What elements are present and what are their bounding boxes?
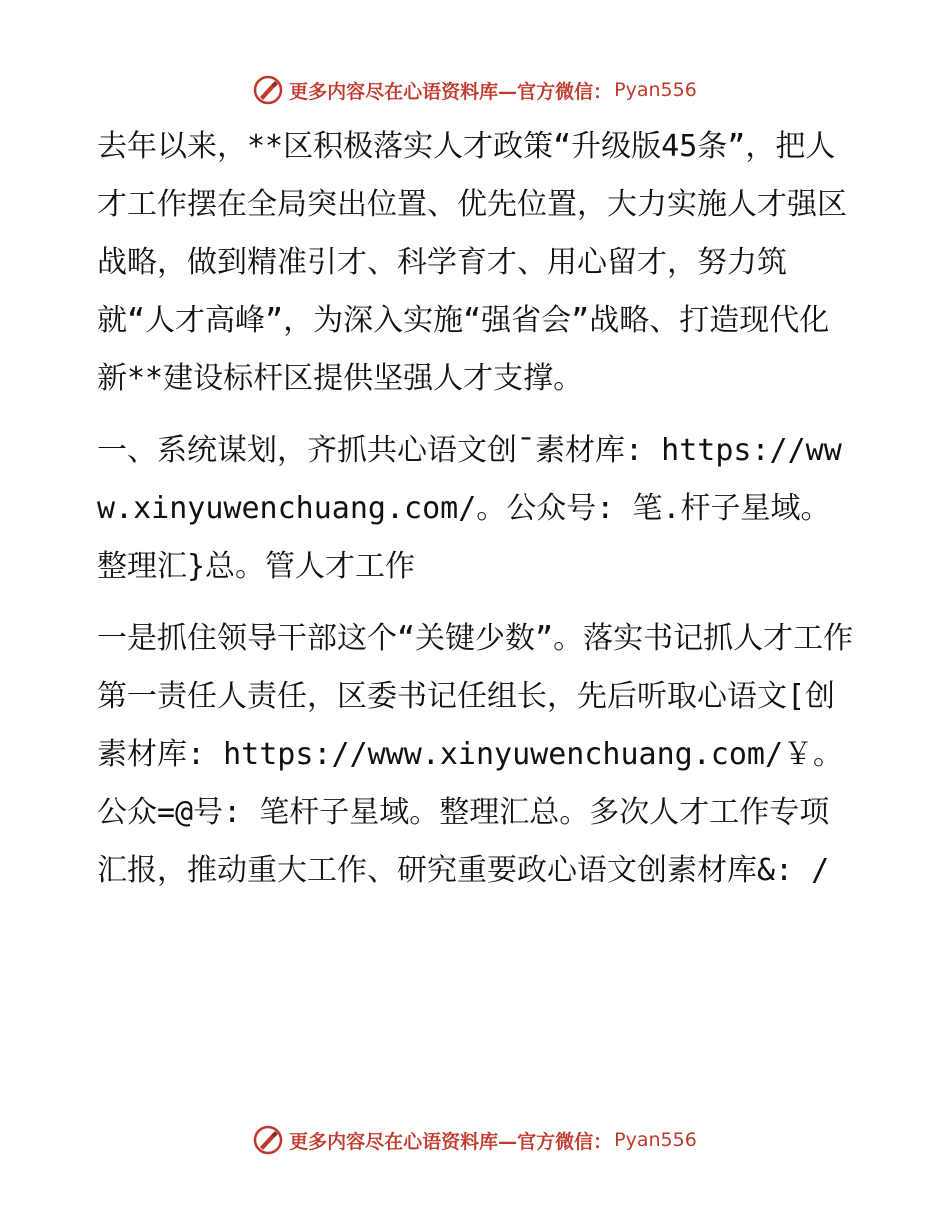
banner-wechat-id: Pyan556 <box>614 1129 697 1151</box>
footer-watermark-banner <box>0 1120 950 1160</box>
paragraph-point-one: 一是抓住领导干部这个“关键少数”。落实书记抓人才工作第一责任人责任，区委书记任组长，先后听取心语文[创素材库: https://www.xinyuwenchuang.com/￥。公众=@号: 笔杆子星域。整理汇总。多次人才工作专项汇报，推动重大工作、研究重要政心语文创素材库&: / <box>97 621 854 888</box>
pen-logo-icon <box>253 1125 283 1155</box>
banner-wechat-id: Pyan556 <box>614 79 697 101</box>
pen-logo-icon <box>253 75 283 105</box>
document-body <box>97 118 857 914</box>
paragraph-intro: 去年以来，**区积极落实人才政策“升级版45条”，把人才工作摆在全局突出位置、优先位置，大力实施人才强区战略，做到精准引才、科学育才、用心留才，努力筑就“人才高峰”，为深入实施“强省会”战略、打造现代化新**建设标杆区提供坚强人才支撑。 <box>97 129 847 396</box>
header-watermark-banner <box>0 70 950 110</box>
banner-text: 更多内容尽在心语资料库—官方微信： <box>289 80 613 103</box>
paragraph-section-one: 一、系统谋划，齐抓共心语文创¯素材库: https://www.xinyuwenchuang.com/。公众号: 笔.杆子星域。整理汇}总。管人才工作 <box>97 433 842 584</box>
banner-text: 更多内容尽在心语资料库—官方微信： <box>289 1130 613 1153</box>
